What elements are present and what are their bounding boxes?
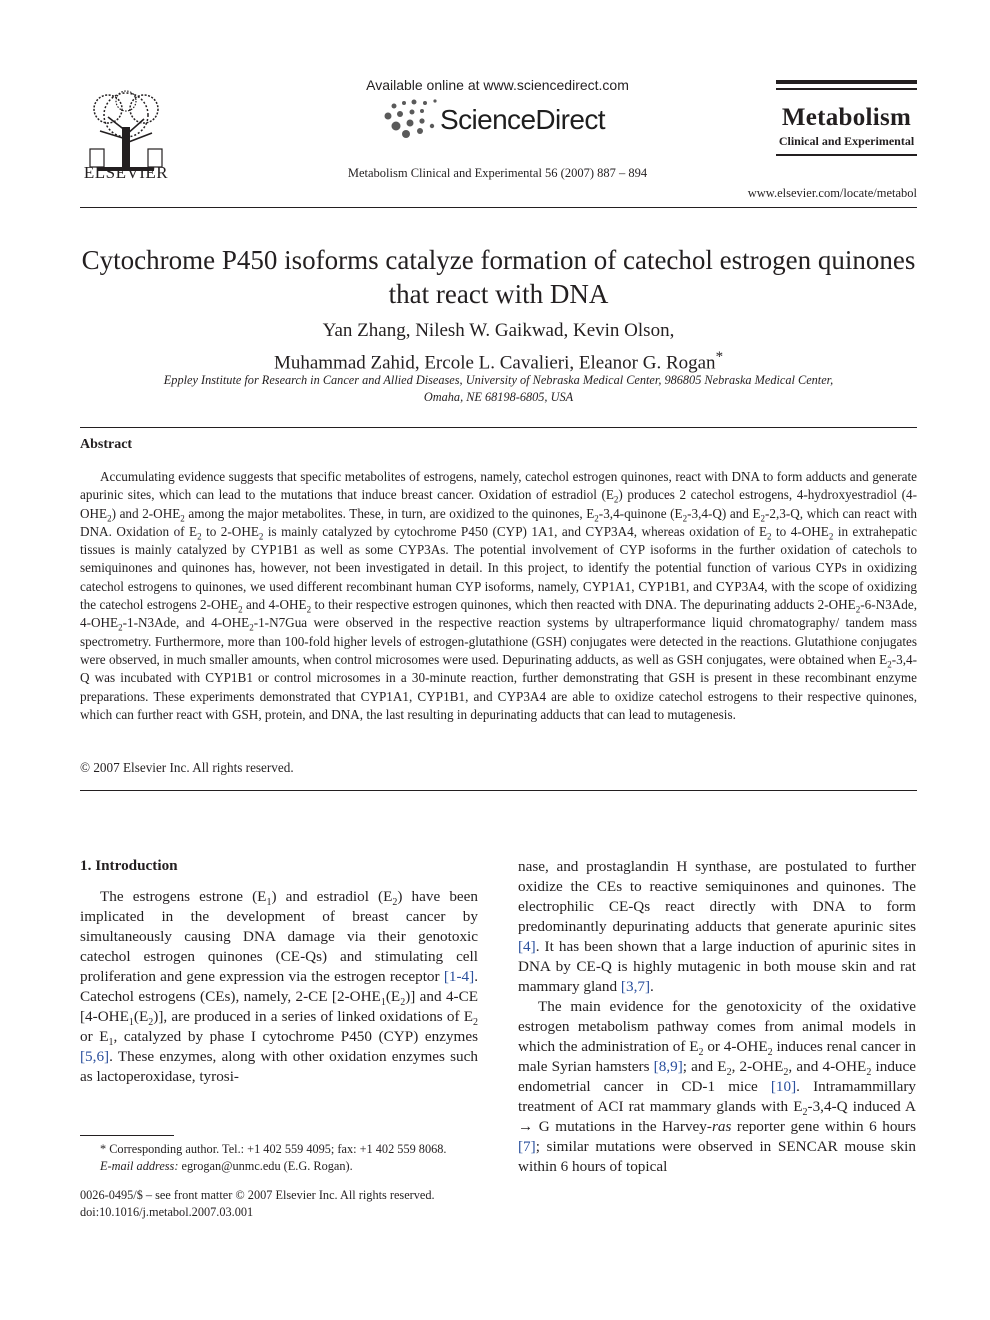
journal-subtitle: Clinical and Experimental — [778, 134, 915, 148]
author-names: Muhammad Zahid, Ercole L. Cavalieri, Eleanor G. Rogan — [273, 352, 716, 374]
abstract-text: Accumulating evidence suggests that specific metabolites of estrogens, namely, catechol estrogen quinones, react with DNA to form adducts and generate apurinic sites, which can lead to the mutations that induce breast cancer. Oxidation of estradiol $(E_2)$ produces 2 catechol estrogens, 4-hydroxyestradiol $(4-OHE_2)$ and $2-OHE_2$ among the major metabolites. These, in turn, are oxidized to the quinones, $E_2-3,4$-quinone $(E_2-3,4-Q)$ and $E_2-2,3-Q$, which can react with DNA. Oxidation of $E_2$ to $2-OHE_2$ is mainly catalyzed by cytochrome P450 (CYP) 1A1, and CYP3A4, whereas oxidation of $E_2$ to $4-OHE_2$ in extrahepatic tissues is mainly catalyzed by CYP1B1 as well as some CYP3As. The potential involvement of CYP isoforms in the further oxidation of catechols to semiquinones and quinones has, however, not been investigated in detail. In this project, to identify the potential function of various CYPs in oxidizing catechol estrogens to quinones, we used different recombinant human CYP isoforms, namely, CYP1A1, CYP1B1, and CYP3A4, with the scope of oxidizing the catechol estrogens $2-OHE_2$ and $4-OHE_2$ to their respective estrogen quinones, which then reacted with DNA. The depurinating adducts $2-OHE_2-6-N3Ade$, $4-OHE_2-1-N3Ade$, and $4-OHE_2-1-N7Gua$ were observed in the respective reaction systems by ultraperformance liquid chromatography/ tandem mass spectrometry. Furthermore, more than 100-fold higher levels of estrogen-glutathione (GSH) conjugates were detected in the reactions. Glutathione conjugates were observed, in much smaller amounts, when control microsomes were used. Depurinating adducts, as well as GSH conjugates, were obtained when $E_2-3,4-Q$ was incubated with CYP1B1 or control microsomes in a 30-minute reaction, further demonstrating that GSH is present in these recombinant enzyme preparations. These experiments demonstrated that CYP1A1, CYP1B1, and CYP3A4 are able to oxidize catechol estrogens to their respective quinones, which can further react with GSH, protein, and DNA, the last resulting in depurinating adducts that can lead to mutagenesis. — [80, 469, 918, 722]
header-divider — [80, 207, 917, 208]
doi-line[interactable]: doi:10.1016/j.metabol.2007.03.001 — [80, 1205, 254, 1219]
sciencedirect-wordmark[interactable]: ScienceDirect — [440, 104, 605, 135]
issn-line: 0026-0495/$ – see front matter © 2007 Elsevier Inc. All rights reserved. — [80, 1188, 435, 1202]
journal-citation: Metabolism Clinical and Experimental 56 (2007) 887 – 894 — [347, 166, 648, 180]
email-label: E-mail address: — [100, 1159, 179, 1173]
reference-link[interactable]: [3,7] — [620, 978, 651, 995]
footnote-rule — [80, 1135, 174, 1136]
footnotes — [80, 1141, 478, 1175]
author-line-1: Yan Zhang, Nilesh W. Gaikwad, Kevin Olson, — [322, 320, 675, 341]
affiliation — [80, 372, 917, 406]
reference-link[interactable]: [8,9] — [653, 1058, 683, 1075]
body-column-left: The estrogens estrone $(E_1)$ and estradiol $(E_2)$ have been implicated in the development of breast cancer by simultaneously causing DNA damage via their genotoxic catechol estrogen quinones (CE-Qs) and stimulating cell proliferation and gene expression via the estrogen receptor [1-4]. Catechol estrogens (CEs), namely, 2-CE $[2-OHE_1(E_2)]$ and 4-CE $[4-OHE_1(E_2)]$, are produced in a series of linked oxidations of $E_2$ or $E_1$, catalyzed by phase I cytochrome P450 (CYP) enzymes [5,6]. These enzymes, along with other oxidation enzymes such as lactoperoxidase, tyrosi- — [80, 888, 478, 1085]
reference-link[interactable]: [10] — [770, 1078, 797, 1095]
reference-link[interactable]: [7] — [518, 1138, 536, 1155]
affiliation-line-2: Omaha, NE 68198-6805, USA — [423, 390, 574, 404]
corresponding-author-mark[interactable]: * — [715, 349, 724, 365]
front-matter — [80, 1187, 478, 1221]
available-online-text[interactable]: Available online at www.sciencedirect.com — [366, 77, 629, 93]
journal-name: Metabolism — [781, 104, 912, 131]
corresponding-author-note: * Corresponding author. Tel.: +1 402 559 4095; fax: +1 402 559 8068. — [100, 1142, 447, 1156]
author-list — [80, 318, 917, 376]
journal-rule — [776, 154, 917, 156]
abstract-divider — [80, 427, 917, 428]
reference-link[interactable]: [4] — [518, 938, 536, 955]
affiliation-line-1: Eppley Institute for Research in Cancer and Allied Diseases, University of Nebraska Medical Center, 986805 Nebraska Medical Center, — [163, 373, 834, 387]
journal-rule — [776, 88, 917, 90]
reference-link[interactable]: [1-4] — [443, 968, 475, 985]
copyright-notice: © 2007 Elsevier Inc. All rights reserved. — [80, 760, 294, 775]
journal-rule — [776, 80, 917, 84]
body-divider — [80, 790, 917, 791]
email-line — [80, 1158, 478, 1175]
journal-url-link[interactable]: www.elsevier.com/locate/metabol — [747, 186, 917, 200]
email-address-link[interactable]: egrogan@unmc.edu (E.G. Rogan). — [181, 1159, 353, 1173]
publisher-wordmark: ELSEVIER — [83, 163, 169, 182]
abstract-heading: Abstract — [80, 437, 133, 452]
article-title: Cytochrome P450 isoforms catalyze formation of catechol estrogen quinones that react with DNA — [81, 245, 916, 309]
body-column-right: nase, and prostaglandin H synthase, are postulated to further oxidize the CEs to reactive semiquinones and quinones. The electrophilic CE-Qs react directly with DNA to form predominantly depurinating adducts that generate apurinic sites [4]. It has been shown that a large induction of apurinic sites in DNA by CE-Q is highly mutagenic in both mouse skin and rat mammary gland [3,7]. The main evidence for the genotoxicity of the oxidative estrogen metabolism pathway comes from animal models in which the administration of $E_2$ or $4-OHE_2$ induces renal cancer in male Syrian hamsters [8,9]; and $E_2$, $2-OHE_2$, and $4-OHE_2$ induce endometrial cancer in CD-1 mice [10]. Intramammillary treatment of ACI rat mammary glands with $E_2-3,4-Q$ induced A → G mutations in the Harvey-ras reporter gene within 6 hours [7]; similar mutations were observed in SENCAR mouse skin within 6 hours of topical — [518, 858, 917, 1175]
section-heading-introduction: 1. Introduction — [80, 857, 178, 874]
reference-link[interactable]: [5,6] — [80, 1048, 110, 1065]
